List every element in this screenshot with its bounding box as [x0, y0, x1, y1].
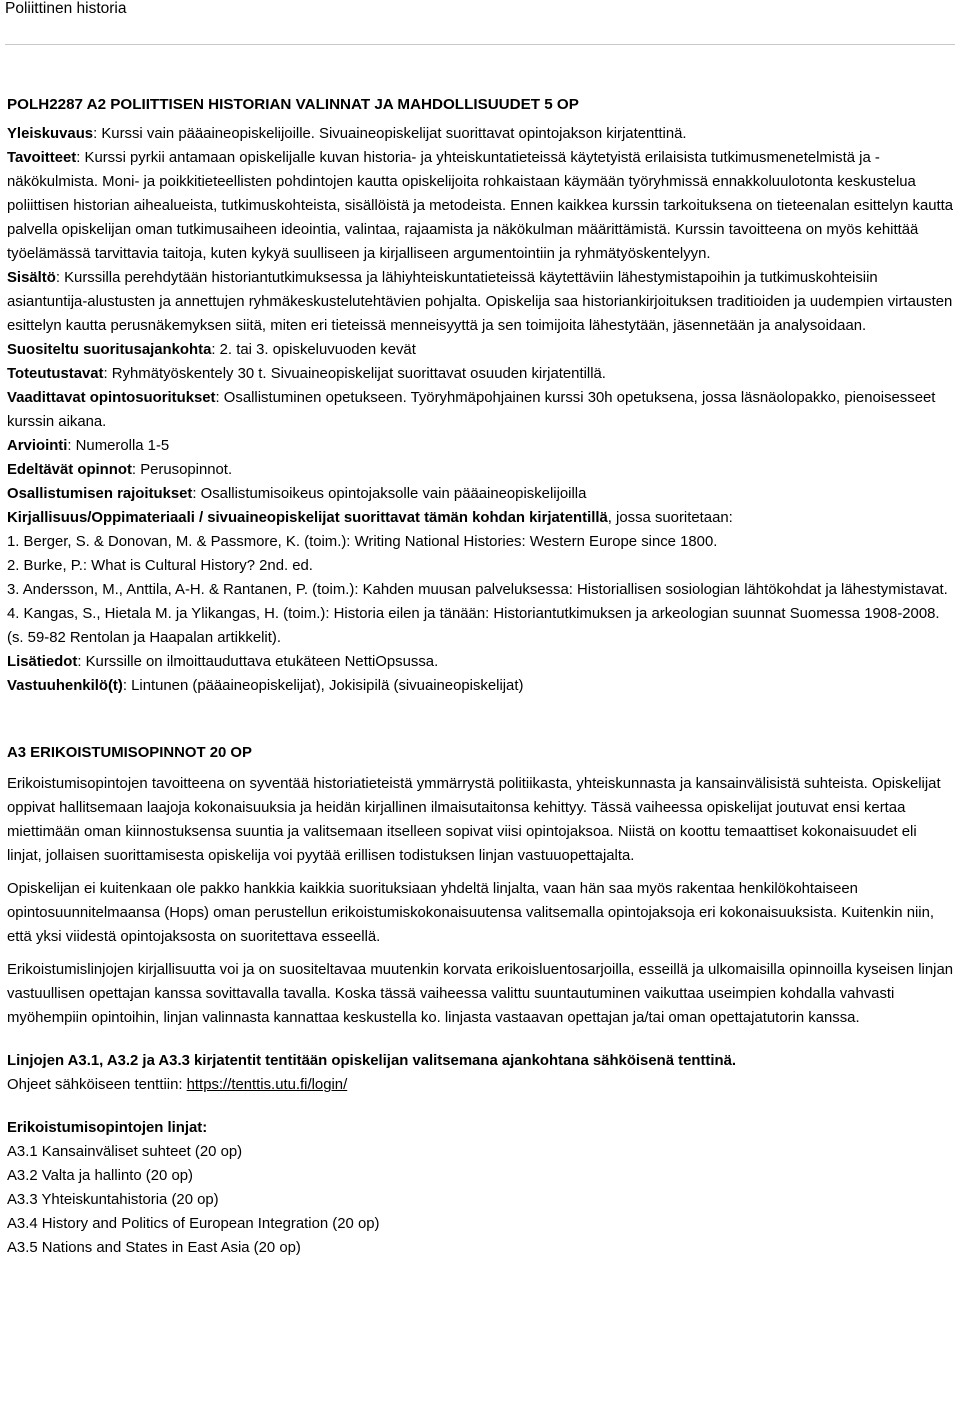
line-item: A3.1 Kansainväliset suhteet (20 op) — [7, 1144, 243, 1160]
line-item: A3.3 Yhteiskuntahistoria (20 op) — [7, 1192, 219, 1208]
literature-label: Kirjallisuus/Oppimateriaali / sivuaineopiskelijat suorittavat tämän kohdan kirjatentillä — [7, 510, 608, 526]
course-goals — [7, 146, 955, 266]
requirements-label: Vaadittavat opintosuoritukset — [7, 390, 216, 406]
course-responsible — [7, 674, 955, 698]
restrictions-label: Osallistumisen rajoitukset — [7, 486, 193, 502]
prereq-text: : Perusopinnot. — [131, 462, 233, 478]
grading-text: : Numerolla 1-5 — [67, 438, 170, 454]
course-title: POLH2287 A2 POLIITTISEN HISTORIAN VALINNAT JA MAHDOLLISUUDET 5 OP — [7, 96, 579, 113]
info-label: Lisätiedot — [7, 654, 78, 670]
course-restrictions — [7, 482, 955, 506]
overview-label: Yleiskuvaus — [7, 126, 94, 142]
specialization-paragraph: Erikoistumislinjojen kirjallisuutta voi ja on suositeltavaa muutenkin korvata erikoisluentosarjoilla, esseillä ja ulkomaisilla opinnoilla kyseisen linjan vastuullisen opettajan kanssa sovittavalla tavalla. Koska tässä vaiheessa valittu suuntautuminen vaikuttaa useimpien kohdalla vahvasti myöhempiin opintoihin, linjan valinnasta kannattaa keskustella ko. linjasta vastaavan opettajan ja/tai oman opettajatutorin kanssa. — [7, 962, 954, 1026]
overview-text: : Kurssi vain pääaineopiskelijoille. Sivuaineopiskelijat suorittavat opintojakson kirjatenttinä. — [93, 126, 687, 142]
course-overview — [7, 122, 955, 146]
info-text: : Kurssille on ilmoittauduttava etukäteen NettiOpsussa. — [77, 654, 439, 670]
responsible-text: : Lintunen (pääaineopiskelijat), Jokisipilä (sivuaineopiskelijat) — [122, 678, 524, 694]
exam-help — [7, 1073, 955, 1097]
document-body — [7, 93, 955, 1260]
course-grading — [7, 434, 955, 458]
page-title: Poliittinen historia — [5, 0, 127, 17]
course-description — [7, 122, 955, 698]
course-requirements — [7, 386, 955, 434]
specialization-title: A3 ERIKOISTUMISOPINNOT 20 OP — [7, 745, 252, 761]
course-timing — [7, 338, 955, 362]
method-label: Toteutustavat — [7, 366, 104, 382]
specialization-paragraph: Erikoistumisopintojen tavoitteena on syventää historiatieteistä ymmärrystä politiikasta, yhteiskunnasta ja kansainvälisistä suhteista. Opiskelijat oppivat hallitsemaan laajoja kokonaisuuksia ja heidän kirjallinen ilmaisutaitonsa kehittyy. Tässä vaiheessa opiskelijat joutuvat ensi kertaa miettimään oman kiinnostuksensa suuntia ja valitsemaan itselleen sopivat viisi opintojaksoa. Niistä on koottu temaattiset kokonaisuudet eli linjat, jollaisen suorittamisesta opiskelija voi pyytää erillisen todistuksen linjan vastuuopettajalta. — [7, 776, 941, 864]
literature-item: 3. Andersson, M., Anttila, A-H. & Rantanen, P. (toim.): Kahden muusan palveluksessa: Historiallisen sosiologian lähtökohdat ja lähestymistavat. — [7, 582, 948, 598]
exam-help-link[interactable]: https://tenttis.utu.fi/login/ — [186, 1077, 348, 1093]
exam-note: Linjojen A3.1, A3.2 ja A3.3 kirjatentit tentitään opiskelijan valitsemana ajankohtana sähköisenä tenttinä. — [7, 1053, 737, 1069]
timing-label: Suositeltu suoritusajankohta — [7, 342, 212, 358]
specialization-paragraph: Opiskelijan ei kuitenkaan ole pakko hankkia kaikkia suorituksiaan yhdeltä linjalta, vaan hän saa myös rakentaa henkilökohtaiseen opintosuunnitelmaansa (Hops) oman perustellun erikoistumiskokonaisuutensa valitsemalla opintojaksoja eri kokonaisuuksista. Kuitenkin niin, että yksi viidestä opintojaksosta on suoritettava esseellä. — [7, 881, 935, 945]
literature-text: , jossa suoritetaan: — [607, 510, 733, 526]
literature-item: 4. Kangas, S., Hietala M. ja Ylikangas, H. (toim.): Historia eilen ja tänään: Historiantutkimuksen ja arkeologian suunnat Suomessa 1908-2008. (s. 59-82 Rentolan ja Haapalan artikkelit). — [7, 606, 940, 646]
course-method — [7, 362, 955, 386]
method-text: : Ryhmätyöskentely 30 t. Sivuaineopiskelijat suorittavat osuuden kirjatentillä. — [103, 366, 606, 382]
responsible-label: Vastuuhenkilö(t) — [7, 678, 123, 694]
literature-item: 1. Berger, S. & Donovan, M. & Passmore, K. (toim.): Writing National Histories: Western Europe since 1800. — [7, 534, 718, 550]
goals-text: : Kurssi pyrkii antamaan opiskelijalle kuvan historia- ja yhteiskuntatieteissä käytetyistä erilaisista tutkimusmenetelmistä ja -näkökulmista. Moni- ja poikkitieteellisten pohdintojen kautta opiskelijoita rohkaistaan käymään työryhmissä ennakkoluulotonta keskustelua poliittisen historian aihealueista, tutkimuskohteista, sisällöistä ja metodeista. Ennen kaikkea kurssin tarkoituksena on tieteenalan esittelyn kautta palvella opiskelijan oman tutkimusaiheen ideointia, valintaa, rajaamista ja näkökulman määrittämistä. Kurssin tavoitteena on myös kehittää työelämässä tarvittavia taitoja, kuten kykyä suulliseen ja kirjalliseen argumentointiin ja ryhmätyöskentelyyn. — [7, 150, 954, 262]
timing-text: : 2. tai 3. opiskeluvuoden kevät — [211, 342, 416, 358]
content-text: : Kurssilla perehdytään historiantutkimuksessa ja lähiyhteiskuntatieteissä käytettäviin lähestymistapoihin ja tutkimuskohteisiin asiantuntija-alustusten ja annettujen ryhmäkeskustelutehtävien pohjalta. Opiskelija saa historiankirjoituksen traditioiden ja uudempien virtausten esittelyn kautta perusnäkemyksen siitä, miten eri tieteissä menneisyyttä ja sen toimijoita lähestytään, jäsennetään ja analysoidaan. — [7, 270, 953, 334]
exam-help-label: Ohjeet sähköiseen tenttiin: — [7, 1077, 187, 1093]
prereq-label: Edeltävät opinnot — [7, 462, 132, 478]
restrictions-text: : Osallistumisoikeus opintojaksolle vain pääaineopiskelijoilla — [192, 486, 587, 502]
page-header — [5, 0, 955, 45]
literature-item: 2. Burke, P.: What is Cultural History? 2nd. ed. — [7, 558, 313, 574]
specialization-section — [7, 741, 955, 1260]
line-item: A3.2 Valta ja hallinto (20 op) — [7, 1168, 193, 1184]
content-label: Sisältö — [7, 270, 56, 286]
line-item: A3.5 Nations and States in East Asia (20 op) — [7, 1240, 301, 1256]
course-info — [7, 650, 955, 674]
lines-title: Erikoistumisopintojen linjat: — [7, 1120, 208, 1136]
course-content — [7, 266, 955, 338]
requirements-text: : Osallistuminen opetukseen. Työryhmäpohjainen kurssi 30h opetuksena, jossa läsnäolopakko, pienoisesseet kurssin aikana. — [7, 390, 936, 430]
line-item: A3.4 History and Politics of European Integration (20 op) — [7, 1216, 380, 1232]
goals-label: Tavoitteet — [7, 150, 77, 166]
grading-label: Arviointi — [7, 438, 68, 454]
course-prerequisites — [7, 458, 955, 482]
course-literature — [7, 506, 955, 530]
